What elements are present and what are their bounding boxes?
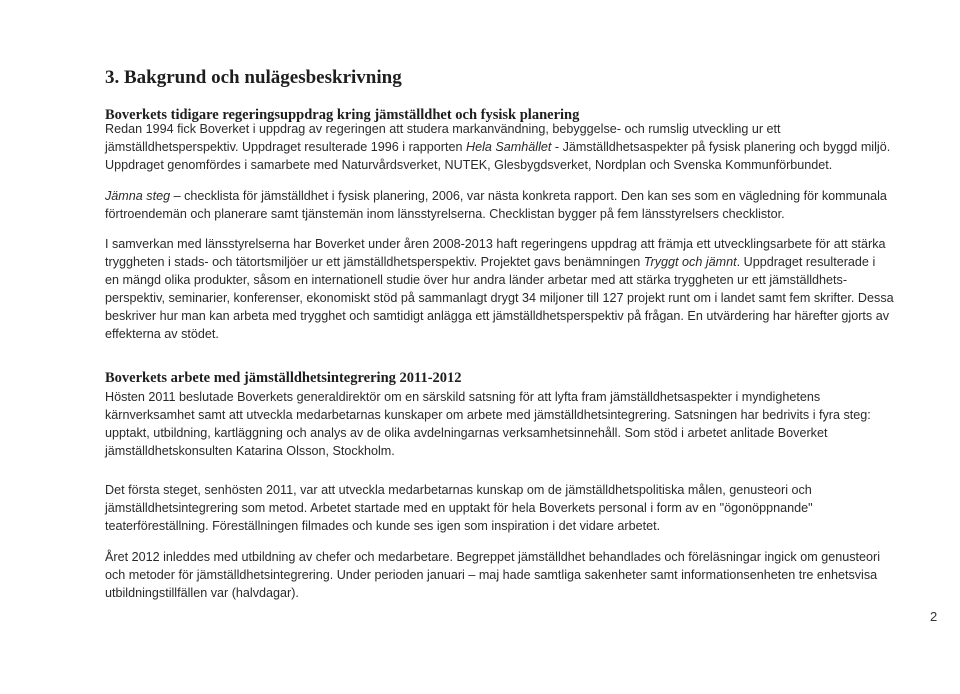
text-line: Uppdraget genomfördes i samarbete med Naturvårdsverket, NUTEK, Glesbygdsverket, Nordplan och Svenska Kommunförbundet. xyxy=(105,158,833,172)
paragraph-aret-2012 xyxy=(105,548,940,602)
section-title: 3. Bakgrund och nulägesbeskrivning xyxy=(105,67,402,88)
text-line: en mängd olika produkter, såsom en internationell studie över hur andra länder arbetar med att stärka tryggheten ur ett jämställdhets- xyxy=(105,273,848,287)
text-line: förtroendemän och planerare samt tjänstemän inom länsstyrelserna. Checklistan bygger på fem länsstyrelsers checklistor. xyxy=(105,207,785,221)
text-line: kärnverksamhet samt att utveckla medarbetarnas kunskaper om arbete med jämställdhetsintegrering. Satsningen har bedrivits i fyra steg: xyxy=(105,408,871,422)
text-line: utbildningstillfällen var (halvdagar). xyxy=(105,586,299,600)
text-line: effekterna av stödet. xyxy=(105,327,219,341)
text-line: upptakt, utbildning, kartläggning och analys av de olika avdelningarnas verksamhetsinnehåll. Som stöd i arbetet anlitade Boverket xyxy=(105,426,828,440)
project-name: Tryggt och jämnt xyxy=(643,255,737,269)
text-line: I samverkan med länsstyrelserna har Boverket under åren 2008-2013 haft regeringens uppdrag att främja ett utvecklingsarbete för att stärka xyxy=(105,237,886,251)
text-line: Jämna steg – checklista för jämställdhet i fysisk planering, 2006, var nästa konkreta rapport. Den kan ses som en vägledning för kommunala xyxy=(105,189,887,203)
text-line: Året 2012 inleddes med utbildning av chefer och medarbetare. Begreppet jämställdhet behandlades och föreläsningar ingick om genusteori xyxy=(105,550,881,564)
text-line: Det första steget, senhösten 2011, var att utveckla medarbetarnas kunskap om de jämställdhetspolitiska målen, genusteori och xyxy=(105,483,812,497)
page-number: 2 xyxy=(930,609,938,624)
text-line: och metoder för jämställdhetsintegrering. Under perioden januari – maj hade samtliga sakenheter samt informationsenheten tre enhetsvisa xyxy=(105,568,878,582)
paragraph-jamna-steg xyxy=(105,187,940,223)
report-title: Hela Samhället xyxy=(466,140,552,154)
paragraph-forsta-steget xyxy=(105,481,940,535)
report-title: Jämna steg xyxy=(105,189,171,203)
text-line: teaterföreställning. Föreställningen filmades och kunde ses igen som inspiration i det vidare arbetet. xyxy=(105,519,661,533)
text-line: beskriver hur man kan arbeta med trygghet och samtidigt anlägga ett jämställdhetsperspektiv på frågan. En utvärdering har härefter gjorts av xyxy=(105,309,890,323)
text-line: Redan 1994 fick Boverket i uppdrag av regeringen att studera markanvändning, bebyggelse- och rumslig utveckling ur ett xyxy=(105,122,781,136)
text-line: jämställdhetsintegrering som metod. Arbetet startade med en upptakt för hela Boverkets personal i form av en "ögonöppnande" xyxy=(105,501,813,515)
subsection-heading-regeringsuppdrag: Boverkets tidigare regeringsuppdrag kring jämställdhet och fysisk planering xyxy=(105,107,580,123)
text-line: jämställdhetskonsulten Katarina Olsson, Stockholm. xyxy=(105,444,395,458)
paragraph-1994-uppdrag xyxy=(105,120,940,174)
paragraph-hosten-2011 xyxy=(105,388,940,460)
text-line: perspektiv, seminarier, konferenser, ekonomiskt stöd på sammanlagt drygt 34 miljoner till 127 projekt runt om i landet samt fem skrifter. Dessa xyxy=(105,291,894,305)
subsection-heading-jamstalldhetsintegrering: Boverkets arbete med jämställdhetsintegrering 2011-2012 xyxy=(105,370,462,386)
text-line: Hösten 2011 beslutade Boverkets generaldirektör om en särskild satsning för att lyfta fram jämställdhetsaspekter i myndighetens xyxy=(105,390,821,404)
text-line: jämställdhetsperspektiv. Uppdraget resulterade 1996 i rapporten Hela Samhället - Jämställdhetsaspekter på fysisk planering och byggd miljö. xyxy=(105,140,891,154)
text-line: tryggheten i stads- och tätortsmiljöer ur ett jämställdhetsperspektiv. Projektet gavs benämningen Tryggt och jämnt. Uppdraget resulterade i xyxy=(105,255,876,269)
paragraph-trygghet-uppdrag xyxy=(105,235,940,343)
